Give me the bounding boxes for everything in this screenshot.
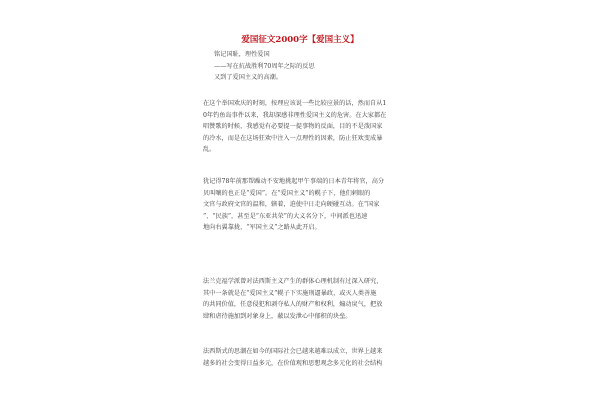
intro-line: 又到了爱国主义的高潮。 — [214, 74, 283, 82]
paragraph-line: 的共同价值，任意侵犯和剥夺私人的财产和权利，煽动戾气，把放 — [203, 301, 383, 308]
paragraph-1 — [203, 98, 399, 156]
paragraph-3 — [203, 276, 399, 322]
paragraph-line: 犹记得78年前那帮躁动不安地挑起甲午事端的日本青年将官，高分 — [203, 178, 385, 185]
paragraph-line: 唱赞歌的时候，我感觉有必要提一提事物的反面，目的不是泼国家 — [203, 123, 383, 130]
intro-line: 铭记国耻，理性爱国 — [214, 51, 270, 58]
document-title: 爱国征文2000字【爱国主义】 — [241, 35, 359, 45]
paragraph-line: 的冷水，而是在这场狂欢中注入一点理性的因素，防止狂欢变成暴 — [203, 134, 383, 142]
paragraph-4 — [203, 346, 399, 369]
paragraph-line: 贝叫嚷的也正是“爱国”。在“爱国主义”的幌子下，他们刺眼的 — [203, 189, 371, 197]
paragraph-line: 肆和虐待施加到对象身上，蔽以发泄心中郁积的块垒。 — [203, 312, 352, 320]
paragraph-line: 地向右翼靠拢，“军国主义”之路从此开启。 — [203, 224, 321, 231]
paragraph-line: 法兰克福学派曾对法西斯主义产生的群体心理机制有过深入研究， — [203, 278, 383, 285]
paragraph-line: 越多的社会变得日益多元，在价值观和思想观念多元化的社会结构 — [203, 359, 383, 367]
paragraph-line: 文官与政府文官的温和，辖着，迫使中日走向硬碰互动。在“国家 — [203, 201, 380, 208]
paragraph-line: ”、“民族”，甚至是“东亚共荣”的大义名分下，中间派也迅速 — [203, 212, 368, 220]
paragraph-line: 乱。 — [203, 146, 216, 153]
paragraph-line: 在这个举国欢庆的时刻，按理应该说一些比较应景的话，然而自从1 — [203, 100, 387, 107]
intro-block — [214, 49, 414, 84]
paragraph-line: 0年钓鱼岛事件以来，我却深感非理性爱国主义的危害。在大家都在 — [203, 111, 387, 119]
paragraph-line: 法西斯式的思潮在如今的国际社会已越来越难以成立，世界上越来 — [203, 348, 383, 355]
paragraph-2 — [203, 176, 399, 234]
intro-line: ——写在抗战胜利70周年之际的反思 — [214, 62, 315, 70]
paragraph-line: 其中一条就是在“爱国主义”幌子下实施刑逼暴政，或灭人类善施 — [203, 289, 377, 297]
